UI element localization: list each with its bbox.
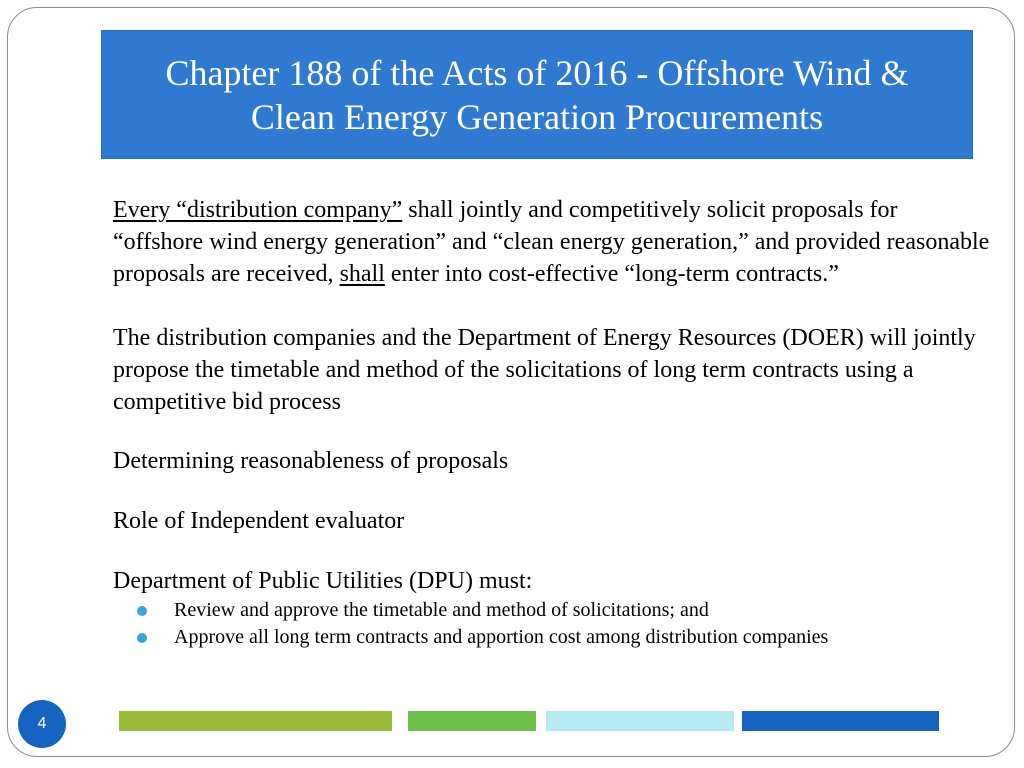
- bullet-text: Approve all long term contracts and apportion cost among distribution companies: [174, 626, 829, 648]
- decorative-bar-green: [408, 711, 536, 731]
- slide-content: [113, 194, 993, 651]
- title-line-2: Clean Energy Generation Procurements: [250, 96, 824, 137]
- bullet-icon: [137, 633, 147, 643]
- list-item: [137, 624, 993, 651]
- page-number-badge: 4: [18, 700, 66, 748]
- paragraph-reasonableness: Determining reasonableness of proposals: [113, 448, 509, 474]
- paragraph-text-part-1: shall jointly and competitively solicit proposals for “offshore wind energy generation” and “clean energy generation,” and provided reasonable proposals are received,: [113, 197, 990, 287]
- bullet-icon: [137, 606, 147, 616]
- decorative-bar-olive: [119, 711, 392, 731]
- dpu-bullet-list: [113, 597, 993, 651]
- underlined-phrase-distribution-company: Every “distribution company”: [113, 197, 403, 223]
- paragraph-text-part-2: enter into cost-effective “long-term contracts.”: [384, 261, 839, 287]
- paragraph-doer: The distribution companies and the Department of Energy Resources (DOER) will jointly propose the timetable and method of the solicitations of long term contracts using a competitive bid process: [113, 325, 976, 415]
- paragraph-independent-evaluator: Role of Independent evaluator: [113, 508, 405, 534]
- title-line-1: Chapter 188 of the Acts of 2016 - Offshore Wind &: [165, 52, 909, 93]
- underlined-word-shall: shall: [339, 261, 385, 287]
- decorative-bar-blue: [742, 711, 939, 731]
- paragraph-dpu: Department of Public Utilities (DPU) must:: [113, 568, 533, 594]
- list-item: [137, 597, 993, 624]
- decorative-bar-light-blue: [546, 711, 734, 731]
- title-banner: [101, 30, 973, 159]
- paragraph-distribution-company: [113, 194, 993, 290]
- bullet-text: Review and approve the timetable and method of solicitations; and: [174, 599, 709, 621]
